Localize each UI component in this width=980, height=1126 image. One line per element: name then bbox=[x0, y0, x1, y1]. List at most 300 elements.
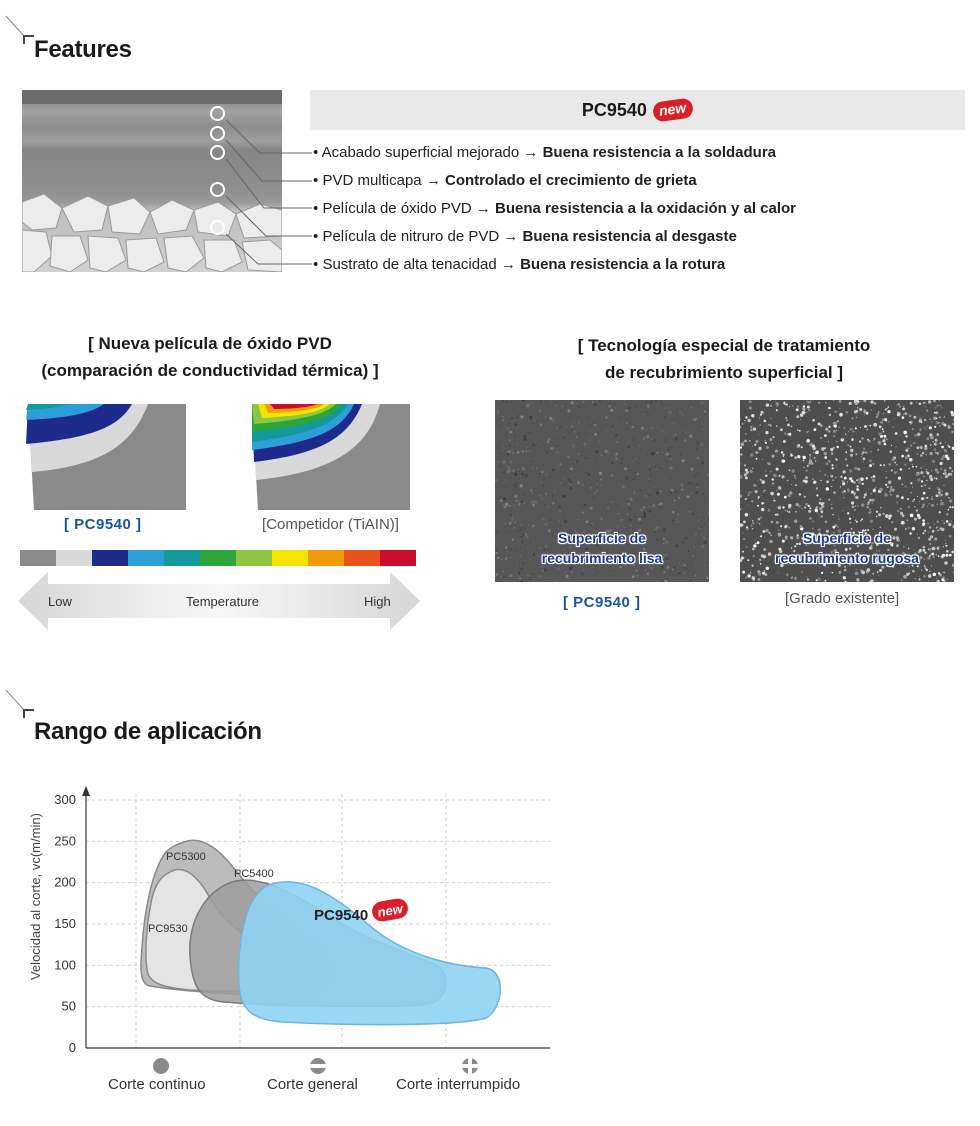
texture-speck bbox=[941, 477, 942, 478]
texture-speck bbox=[833, 435, 835, 437]
texture-speck bbox=[756, 452, 757, 453]
texture-speck bbox=[586, 520, 589, 523]
texture-speck bbox=[502, 416, 504, 418]
texture-speck bbox=[944, 472, 947, 475]
texture-speck bbox=[745, 433, 747, 435]
texture-speck bbox=[679, 438, 680, 439]
texture-speck bbox=[904, 482, 905, 483]
texture-speck bbox=[835, 458, 836, 459]
texture-speck bbox=[744, 473, 747, 476]
texture-speck bbox=[835, 524, 837, 526]
texture-speck bbox=[532, 444, 535, 447]
texture-speck bbox=[909, 421, 911, 423]
texture-speck bbox=[903, 575, 907, 579]
texture-speck bbox=[626, 435, 627, 436]
texture-speck bbox=[598, 574, 599, 575]
texture-speck bbox=[573, 446, 575, 448]
texture-speck bbox=[592, 402, 594, 404]
texture-speck bbox=[518, 503, 521, 506]
texture-speck bbox=[797, 455, 800, 458]
texture-speck bbox=[643, 418, 644, 419]
texture-speck bbox=[686, 505, 687, 506]
texture-speck bbox=[497, 511, 499, 513]
texture-speck bbox=[647, 573, 650, 576]
texture-speck bbox=[632, 426, 634, 428]
y-tick-label: 250 bbox=[54, 833, 76, 849]
texture-speck bbox=[689, 511, 691, 513]
texture-speck bbox=[520, 484, 523, 487]
texture-speck bbox=[935, 452, 937, 454]
texture-speck bbox=[515, 424, 518, 427]
texture-speck bbox=[690, 433, 692, 435]
texture-speck bbox=[884, 438, 885, 439]
texture-speck bbox=[745, 416, 747, 418]
texture-speck bbox=[657, 489, 659, 491]
texture-speck bbox=[939, 400, 940, 401]
texture-speck bbox=[679, 454, 681, 456]
texture-speck bbox=[510, 450, 511, 451]
texture-speck bbox=[934, 448, 937, 451]
texture-speck bbox=[886, 477, 888, 479]
texture-speck bbox=[828, 441, 829, 442]
texture-speck bbox=[634, 471, 636, 473]
features-title: Features bbox=[34, 36, 132, 63]
texture-speck bbox=[869, 499, 872, 502]
texture-speck bbox=[850, 454, 853, 457]
texture-speck bbox=[625, 409, 628, 412]
y-tick-label: 300 bbox=[54, 792, 76, 807]
texture-speck bbox=[878, 411, 879, 412]
texture-speck bbox=[643, 524, 644, 525]
texture-speck bbox=[513, 478, 514, 479]
texture-speck bbox=[593, 497, 596, 500]
texture-speck bbox=[770, 418, 772, 420]
texture-speck bbox=[812, 478, 814, 480]
texture-speck bbox=[670, 494, 671, 495]
texture-speck bbox=[514, 504, 515, 505]
texture-speck bbox=[935, 411, 938, 414]
texture-speck bbox=[500, 499, 503, 502]
texture-speck bbox=[797, 445, 800, 448]
texture-speck bbox=[862, 483, 864, 485]
texture-speck bbox=[643, 430, 644, 431]
texture-speck bbox=[509, 522, 512, 525]
texture-speck bbox=[615, 453, 618, 456]
texture-speck bbox=[933, 573, 936, 576]
texture-speck bbox=[612, 425, 614, 427]
texture-speck bbox=[660, 502, 663, 505]
texture-speck bbox=[539, 473, 540, 474]
texture-speck bbox=[816, 579, 818, 581]
texture-speck bbox=[901, 523, 902, 524]
texture-speck bbox=[923, 575, 926, 578]
texture-speck bbox=[662, 404, 665, 407]
texture-speck bbox=[806, 577, 808, 579]
texture-speck bbox=[929, 419, 930, 420]
texture-speck bbox=[784, 433, 786, 435]
texture-speck bbox=[809, 459, 811, 461]
texture-speck bbox=[701, 402, 704, 405]
texture-speck bbox=[661, 426, 662, 427]
texture-speck bbox=[878, 441, 881, 444]
texture-speck bbox=[689, 435, 692, 438]
texture-speck bbox=[615, 401, 617, 403]
interrupted-cut-icon bbox=[460, 1056, 480, 1076]
texture-speck bbox=[564, 417, 566, 419]
texture-speck bbox=[504, 448, 505, 449]
texture-speck bbox=[546, 444, 548, 446]
texture-speck bbox=[664, 408, 665, 409]
texture-speck bbox=[574, 461, 576, 463]
texture-speck bbox=[856, 433, 857, 434]
texture-speck bbox=[856, 485, 858, 487]
texture-speck bbox=[946, 513, 948, 515]
texture-speck bbox=[536, 421, 537, 422]
texture-speck bbox=[923, 492, 926, 495]
texture-speck bbox=[894, 418, 895, 419]
texture-speck bbox=[508, 469, 511, 472]
texture-speck bbox=[951, 521, 952, 522]
texture-speck bbox=[584, 457, 586, 459]
texture-speck bbox=[951, 524, 953, 526]
texture-speck bbox=[670, 492, 672, 494]
texture-speck bbox=[818, 423, 821, 426]
texture-speck bbox=[940, 468, 942, 470]
texture-speck bbox=[622, 509, 623, 510]
texture-speck bbox=[794, 520, 797, 523]
texture-speck bbox=[504, 426, 505, 427]
texture-speck bbox=[752, 468, 753, 469]
texture-speck bbox=[843, 470, 846, 473]
texture-speck bbox=[896, 495, 899, 498]
texture-speck bbox=[801, 446, 803, 448]
texture-speck bbox=[503, 455, 504, 456]
texture-speck bbox=[921, 485, 923, 487]
texture-speck bbox=[554, 492, 555, 493]
texture-speck bbox=[769, 400, 771, 401]
x-label-interrupted: Corte interrumpido bbox=[396, 1076, 521, 1093]
temperature-high: High bbox=[364, 594, 391, 609]
texture-speck bbox=[855, 572, 858, 575]
texture-speck bbox=[932, 496, 933, 497]
texture-speck bbox=[595, 458, 597, 460]
texture-speck bbox=[586, 484, 587, 485]
texture-speck bbox=[683, 432, 684, 433]
texture-speck bbox=[855, 453, 857, 455]
texture-speck bbox=[777, 410, 778, 411]
texture-speck bbox=[784, 496, 787, 499]
texture-speck bbox=[676, 518, 678, 520]
texture-speck bbox=[926, 454, 927, 455]
texture-speck bbox=[526, 404, 529, 407]
texture-speck bbox=[665, 424, 668, 427]
texture-speck bbox=[701, 577, 702, 578]
texture-speck bbox=[512, 443, 514, 445]
texture-speck bbox=[947, 457, 950, 460]
texture-speck bbox=[920, 467, 922, 469]
texture-speck bbox=[794, 456, 797, 459]
texture-speck bbox=[628, 446, 630, 448]
texture-speck bbox=[936, 494, 939, 497]
texture-speck bbox=[588, 473, 590, 475]
texture-speck bbox=[861, 503, 864, 506]
texture-speck bbox=[593, 572, 594, 573]
texture-speck bbox=[580, 470, 581, 471]
texture-speck bbox=[889, 491, 891, 493]
texture-speck bbox=[821, 510, 824, 513]
texture-speck bbox=[825, 402, 826, 403]
texture-speck bbox=[611, 501, 613, 503]
texture-speck bbox=[505, 465, 506, 466]
texture-speck bbox=[931, 421, 932, 422]
texture-speck bbox=[778, 486, 782, 490]
texture-speck bbox=[589, 452, 590, 453]
texture-speck bbox=[552, 469, 554, 471]
texture-speck bbox=[633, 492, 635, 494]
texture-speck bbox=[664, 417, 666, 419]
texture-speck bbox=[656, 452, 658, 454]
texture-speck bbox=[590, 524, 592, 526]
texture-speck bbox=[853, 516, 854, 517]
texture-speck bbox=[620, 462, 623, 465]
texture-speck bbox=[512, 427, 514, 429]
texture-speck bbox=[531, 509, 532, 510]
texture-speck bbox=[872, 439, 874, 441]
texture-speck bbox=[938, 422, 940, 424]
texture-speck bbox=[858, 481, 861, 484]
texture-speck bbox=[531, 467, 534, 470]
texture-speck bbox=[882, 513, 885, 516]
texture-speck bbox=[775, 401, 776, 402]
texture-speck bbox=[579, 432, 581, 434]
texture-speck bbox=[500, 465, 503, 468]
texture-speck bbox=[683, 569, 684, 570]
texture-speck bbox=[793, 443, 794, 444]
texture-speck bbox=[559, 426, 561, 428]
texture-speck bbox=[629, 421, 630, 422]
texture-speck bbox=[656, 426, 658, 428]
texture-speck bbox=[883, 413, 884, 414]
texture-speck bbox=[833, 430, 836, 433]
texture-speck bbox=[540, 423, 541, 424]
texture-speck bbox=[539, 495, 540, 496]
texture-speck bbox=[824, 447, 826, 449]
texture-speck bbox=[667, 516, 668, 517]
texture-speck bbox=[768, 509, 771, 512]
texture-speck bbox=[499, 496, 500, 497]
texture-speck bbox=[536, 447, 537, 448]
texture-speck bbox=[708, 414, 709, 416]
texture-speck bbox=[612, 480, 613, 481]
texture-speck bbox=[643, 512, 646, 515]
texture-speck bbox=[842, 491, 845, 494]
texture-speck bbox=[567, 409, 570, 412]
texture-speck bbox=[606, 424, 607, 425]
texture-speck bbox=[570, 418, 572, 420]
texture-speck bbox=[816, 494, 818, 496]
texture-speck bbox=[849, 469, 852, 472]
texture-speck bbox=[627, 501, 629, 503]
texture-speck bbox=[557, 498, 559, 500]
texture-speck bbox=[952, 423, 954, 425]
texture-speck bbox=[838, 516, 839, 517]
texture-speck bbox=[942, 490, 943, 491]
texture-speck bbox=[787, 433, 789, 435]
texture-speck bbox=[631, 433, 633, 435]
texture-speck bbox=[828, 499, 830, 501]
texture-speck bbox=[749, 406, 752, 409]
texture-speck bbox=[803, 467, 805, 469]
texture-speck bbox=[855, 496, 858, 499]
texture-speck bbox=[863, 410, 866, 413]
texture-speck bbox=[564, 483, 565, 484]
texture-speck bbox=[627, 503, 629, 505]
texture-speck bbox=[578, 453, 580, 455]
product-header bbox=[310, 90, 965, 130]
texture-speck bbox=[566, 575, 569, 578]
texture-speck bbox=[674, 500, 676, 502]
texture-speck bbox=[884, 400, 885, 401]
texture-speck bbox=[837, 446, 839, 448]
texture-speck bbox=[740, 494, 742, 497]
texture-speck bbox=[939, 405, 941, 407]
texture-speck bbox=[673, 522, 674, 523]
texture-speck bbox=[864, 493, 867, 496]
texture-speck bbox=[529, 578, 531, 580]
texture-speck bbox=[772, 485, 773, 486]
texture-speck bbox=[675, 437, 678, 440]
texture-speck bbox=[826, 487, 829, 490]
texture-speck bbox=[610, 573, 611, 574]
texture-speck bbox=[812, 445, 815, 448]
texture-speck bbox=[677, 521, 679, 523]
texture-speck bbox=[529, 450, 531, 452]
texture-speck bbox=[831, 508, 833, 510]
texture-speck bbox=[690, 574, 692, 576]
texture-speck bbox=[821, 515, 823, 517]
texture-speck bbox=[925, 406, 926, 407]
texture-speck bbox=[948, 473, 950, 475]
texture-speck bbox=[835, 422, 837, 424]
texture-speck bbox=[686, 433, 688, 435]
texture-speck bbox=[761, 502, 764, 505]
texture-speck bbox=[684, 430, 687, 433]
texture-speck bbox=[818, 402, 820, 404]
texture-speck bbox=[508, 466, 511, 469]
texture-speck bbox=[598, 489, 601, 492]
texture-speck bbox=[690, 441, 692, 443]
texture-speck bbox=[580, 498, 581, 499]
texture-speck bbox=[646, 428, 648, 430]
texture-speck bbox=[929, 426, 932, 429]
texture-speck bbox=[630, 498, 633, 501]
texture-speck bbox=[506, 401, 509, 404]
texture-speck bbox=[939, 511, 941, 513]
texture-speck bbox=[640, 509, 643, 512]
texture-speck bbox=[871, 477, 873, 479]
texture-speck bbox=[781, 475, 784, 478]
texture-speck bbox=[922, 503, 925, 506]
texture-speck bbox=[851, 501, 854, 504]
texture-speck bbox=[740, 419, 741, 420]
texture-speck bbox=[801, 571, 803, 573]
texture-speck bbox=[838, 427, 840, 429]
texture-speck bbox=[518, 469, 519, 470]
texture-speck bbox=[508, 445, 509, 446]
texture-speck bbox=[748, 491, 751, 494]
texture-speck bbox=[846, 441, 847, 442]
texture-speck bbox=[571, 425, 574, 428]
texture-speck bbox=[764, 420, 767, 423]
texture-speck bbox=[936, 520, 939, 523]
texture-speck bbox=[787, 424, 790, 427]
texture-speck bbox=[658, 436, 660, 438]
texture-speck bbox=[936, 578, 937, 579]
texture-speck bbox=[930, 453, 931, 454]
texture-speck bbox=[653, 504, 656, 507]
texture-speck bbox=[760, 479, 762, 481]
texture-speck bbox=[571, 401, 574, 404]
texture-speck bbox=[750, 572, 752, 574]
texture-speck bbox=[695, 575, 697, 577]
texture-speck bbox=[570, 483, 571, 484]
texture-speck bbox=[521, 424, 523, 426]
texture-speck bbox=[765, 471, 766, 472]
texture-speck bbox=[904, 485, 906, 487]
texture-speck bbox=[562, 406, 564, 408]
texture-speck bbox=[887, 486, 889, 488]
texture-speck bbox=[612, 429, 614, 431]
texture-speck bbox=[883, 467, 884, 468]
texture-speck bbox=[502, 446, 504, 448]
texture-speck bbox=[816, 487, 818, 489]
texture-speck bbox=[528, 524, 529, 525]
texture-speck bbox=[949, 506, 951, 508]
texture-speck bbox=[654, 456, 656, 458]
texture-speck bbox=[843, 576, 846, 579]
texture-speck bbox=[525, 441, 526, 442]
texture-speck bbox=[629, 489, 630, 490]
texture-speck bbox=[628, 442, 629, 443]
texture-speck bbox=[832, 479, 834, 481]
texture-speck bbox=[555, 451, 557, 453]
texture-speck bbox=[616, 581, 617, 582]
texture-speck bbox=[595, 468, 596, 469]
texture-speck bbox=[590, 439, 591, 440]
texture-speck bbox=[791, 426, 793, 428]
texture-speck bbox=[850, 446, 852, 448]
texture-speck bbox=[659, 429, 660, 430]
texture-speck bbox=[923, 498, 925, 500]
texture-speck bbox=[936, 478, 938, 480]
texture-speck bbox=[659, 426, 660, 427]
texture-speck bbox=[785, 510, 786, 511]
texture-speck bbox=[854, 509, 855, 510]
texture-speck bbox=[740, 446, 742, 448]
texture-speck bbox=[885, 484, 887, 486]
texture-speck bbox=[505, 523, 506, 524]
texture-speck bbox=[537, 497, 540, 500]
texture-speck bbox=[933, 441, 934, 442]
texture-speck bbox=[916, 466, 918, 468]
texture-speck bbox=[616, 441, 618, 443]
texture-speck bbox=[510, 498, 513, 501]
texture-speck bbox=[502, 429, 503, 430]
texture-speck bbox=[661, 465, 663, 467]
texture-speck bbox=[949, 499, 952, 502]
texture-speck bbox=[888, 463, 891, 466]
texture-speck bbox=[929, 571, 930, 572]
